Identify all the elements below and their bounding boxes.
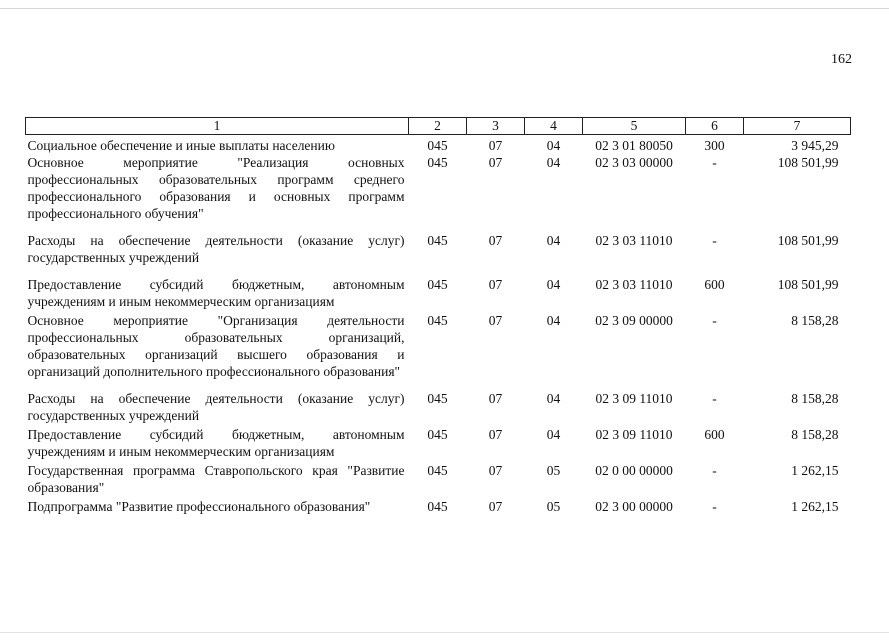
row-target: 02 3 03 11010 xyxy=(595,233,673,248)
row-admin: 045 xyxy=(427,427,448,442)
row-target: 02 3 03 00000 xyxy=(595,155,673,170)
row-section: 07 xyxy=(488,233,503,248)
scan-edge-bottom xyxy=(0,632,889,633)
row-admin: 045 xyxy=(427,463,448,478)
row-subsection: 04 xyxy=(546,138,561,153)
table-row xyxy=(26,232,851,276)
row-target: 02 3 09 11010 xyxy=(595,427,673,442)
table-row xyxy=(26,276,851,312)
page-number: 162 xyxy=(831,52,852,67)
table-row xyxy=(26,426,851,462)
row-expense-type: - xyxy=(712,313,717,328)
row-section: 07 xyxy=(488,138,503,153)
row-amount: 1 262,15 xyxy=(791,463,839,478)
row-admin: 045 xyxy=(427,277,448,292)
table-row xyxy=(26,498,851,517)
row-name: Расходы на обеспечение деятельности (оказание услуг) государственных учреждений xyxy=(27,233,405,265)
row-admin: 045 xyxy=(427,233,448,248)
row-amount: 8 158,28 xyxy=(791,313,839,328)
column-header: 1 xyxy=(26,118,409,135)
row-target: 02 3 03 11010 xyxy=(595,277,673,292)
row-expense-type: - xyxy=(712,233,717,248)
row-name: Предоставление субсидий бюджетным, автономным учреждениям и иным некоммерческим организациям xyxy=(27,277,405,309)
row-target: 02 3 09 11010 xyxy=(595,391,673,406)
row-subsection: 05 xyxy=(546,499,561,514)
table-row xyxy=(26,154,851,232)
row-expense-type: 300 xyxy=(704,138,725,153)
header-row xyxy=(26,118,851,135)
budget-table xyxy=(25,117,851,517)
row-section: 07 xyxy=(488,391,503,406)
table-row xyxy=(26,135,851,155)
row-section: 07 xyxy=(488,499,503,514)
column-header: 3 xyxy=(467,118,525,135)
row-admin: 045 xyxy=(427,313,448,328)
row-admin: 045 xyxy=(427,391,448,406)
row-subsection: 05 xyxy=(546,463,561,478)
row-expense-type: - xyxy=(712,499,717,514)
row-target: 02 3 09 00000 xyxy=(595,313,673,328)
row-section: 07 xyxy=(488,427,503,442)
row-expense-type: 600 xyxy=(704,427,725,442)
row-amount: 108 501,99 xyxy=(777,155,839,170)
column-header: 5 xyxy=(583,118,686,135)
row-target: 02 3 00 00000 xyxy=(595,499,673,514)
row-amount: 108 501,99 xyxy=(777,233,839,248)
row-section: 07 xyxy=(488,313,503,328)
row-admin: 045 xyxy=(427,499,448,514)
row-subsection: 04 xyxy=(546,391,561,406)
row-section: 07 xyxy=(488,155,503,170)
column-header: 7 xyxy=(744,118,851,135)
row-name: Государственная программа Ставропольского края "Развитие образования" xyxy=(27,463,405,495)
column-header: 6 xyxy=(686,118,744,135)
table-row xyxy=(26,390,851,426)
row-section: 07 xyxy=(488,463,503,478)
row-name: Социальное обеспечение и иные выплаты населению xyxy=(27,138,335,153)
row-expense-type: 600 xyxy=(704,277,725,292)
row-expense-type: - xyxy=(712,155,717,170)
row-target: 02 0 00 00000 xyxy=(595,463,673,478)
row-amount: 108 501,99 xyxy=(777,277,839,292)
row-subsection: 04 xyxy=(546,155,561,170)
column-header: 4 xyxy=(525,118,583,135)
scan-edge-top xyxy=(0,8,889,9)
row-amount: 1 262,15 xyxy=(791,499,839,514)
row-section: 07 xyxy=(488,277,503,292)
row-admin: 045 xyxy=(427,155,448,170)
row-name: Расходы на обеспечение деятельности (оказание услуг) государственных учреждений xyxy=(27,391,405,423)
row-subsection: 04 xyxy=(546,313,561,328)
row-expense-type: - xyxy=(712,463,717,478)
row-admin: 045 xyxy=(427,138,448,153)
row-subsection: 04 xyxy=(546,277,561,292)
row-amount: 3 945,29 xyxy=(791,138,839,153)
row-name: Основное мероприятие "Реализация основных профессиональных образовательных программ среднего профессионального образования и основных программ профессионального обучения" xyxy=(27,155,405,221)
row-amount: 8 158,28 xyxy=(791,391,839,406)
row-name: Предоставление субсидий бюджетным, автономным учреждениям и иным некоммерческим организациям xyxy=(27,427,405,459)
row-subsection: 04 xyxy=(546,427,561,442)
row-name: Подпрограмма "Развитие профессионального образования" xyxy=(27,499,371,514)
table-row xyxy=(26,312,851,390)
row-target: 02 3 01 80050 xyxy=(595,138,673,153)
row-subsection: 04 xyxy=(546,233,561,248)
column-header: 2 xyxy=(409,118,467,135)
row-amount: 8 158,28 xyxy=(791,427,839,442)
table-row xyxy=(26,462,851,498)
row-name: Основное мероприятие "Организация деятельности профессиональных образовательных организаций, образовательных организаций высшего образования и организаций дополнительного профессионального образования" xyxy=(27,313,405,379)
row-expense-type: - xyxy=(712,391,717,406)
